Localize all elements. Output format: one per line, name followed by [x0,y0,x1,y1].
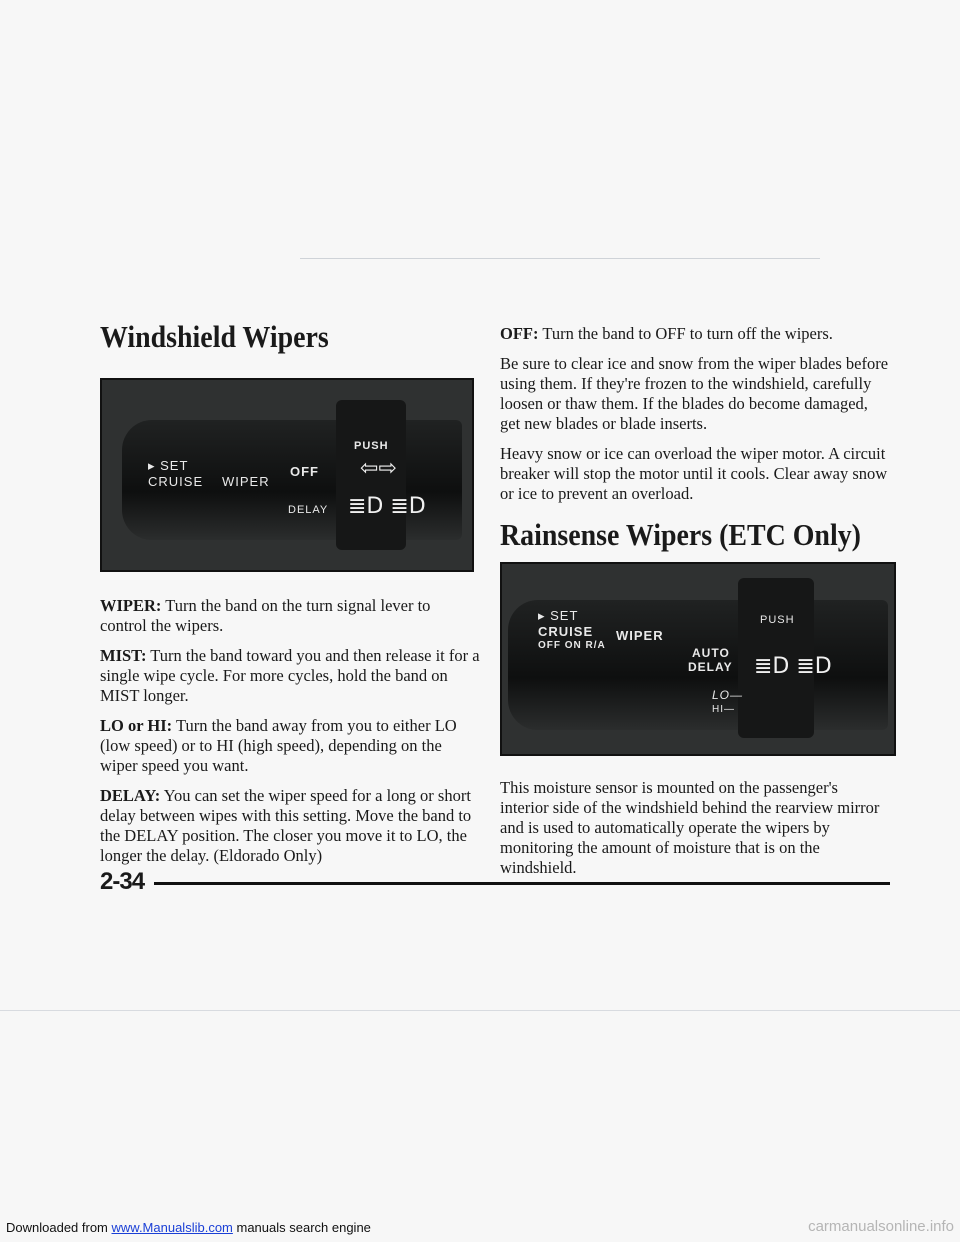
scan-edge-line [300,258,820,259]
section-heading-rainsense-wipers: Rainsense Wipers (ETC Only) [500,517,861,552]
moisture-sensor-paragraph: This moisture sensor is mounted on the passenger's interior side of the windshield behind the rearview mirror and is used to automatically operate the wipers by monitoring the amount of moisture that is on the windshield. [500,778,880,877]
photo-label-set: ▸ SET [538,608,579,623]
manualslib-link[interactable]: www.Manualslib.com [111,1220,233,1235]
lo-hi-paragraph: LO or HI: Turn the band away from you to either LO (low speed) or to HI (high speed), depending on the wiper speed you want. [100,716,457,775]
download-footer: Downloaded from www.Manualslib.com manuals search engine [6,1220,371,1235]
off-paragraph: OFF: Turn the band to OFF to turn off the wipers. [500,324,833,343]
delay-paragraph: DELAY: You can set the wiper speed for a long or short delay between wipes with this setting. Move the band to the DELAY position. The closer you move it to LO, the longer the delay. (Eldorado Only) [100,786,472,865]
photo-label-hi: HI— [712,704,735,715]
photo-label-wiper: WIPER [222,474,270,489]
page-rule [154,882,890,885]
headlamp-icon: ≣D ≣D [754,654,832,679]
photo-label-delay: DELAY [288,504,329,516]
photo-label-auto: AUTO [692,646,730,660]
wiper-lever-photo [100,378,474,572]
photo-label-off-on: OFF ON R/A [538,640,606,651]
right-column [500,324,890,552]
photo-label-wiper: WIPER [616,628,664,643]
left-text [100,596,480,876]
left-column [100,320,480,354]
rainsense-lever-photo [500,562,896,756]
mist-paragraph: MIST: Turn the band toward you and then release it for a single wipe cycle. For more cycles, hold the band on MIST longer. [100,646,480,705]
right-text [500,778,890,888]
page-number: 2-34 [100,868,145,895]
photo-label-delay: DELAY [688,660,733,674]
photo-label-off: OFF [290,464,319,479]
ice-snow-paragraph: Be sure to clear ice and snow from the wiper blades before using them. If they're frozen to the windshield, carefully loosen or thaw them. If the blades do become damaged, get new blades or blade inserts. [500,354,889,433]
photo-label-cruise: CRUISE [538,624,594,639]
wiper-paragraph: WIPER: Turn the band on the turn signal lever to control the wipers. [100,596,431,635]
section-heading-windshield-wipers: Windshield Wipers [100,319,329,354]
arrows-icon: ⇦⇨ [360,456,397,481]
photo-label-push: PUSH [760,614,795,626]
photo-label-set: ▸ SET [148,458,189,473]
headlamp-icon: ≣D ≣D [348,494,426,519]
photo-label-push: PUSH [354,440,389,452]
site-watermark: carmanualsonline.info [808,1218,954,1235]
overload-paragraph: Heavy snow or ice can overload the wiper motor. A circuit breaker will stop the motor until it cools. Clear away snow or ice to prevent an overload. [500,444,888,503]
photo-label-lo: LO— [712,688,744,702]
photo-label-cruise: CRUISE [148,474,204,489]
scan-edge-line [0,1010,960,1011]
